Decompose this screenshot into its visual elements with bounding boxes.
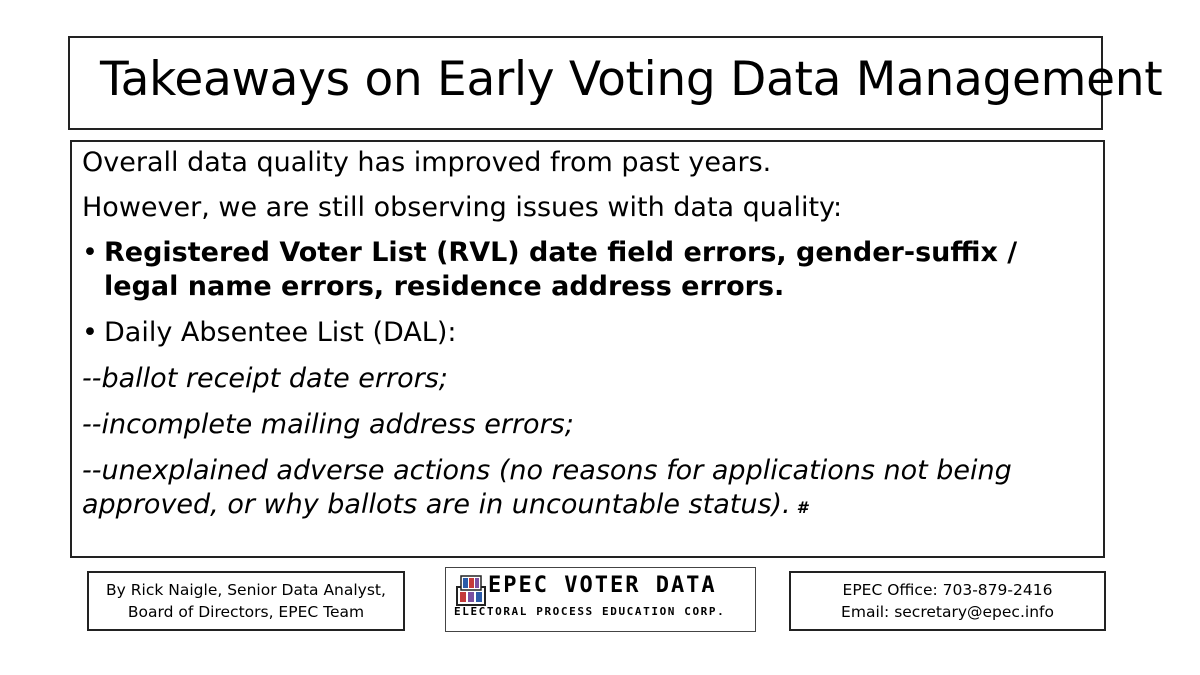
dal-item-receipt-date: --ballot receipt date errors;	[82, 363, 448, 394]
body-line-however: However, we are still observing issues with data quality:	[82, 192, 843, 223]
bullet-glyph: •	[82, 317, 98, 348]
epec-logo	[445, 567, 756, 632]
bullet-glyph: •	[82, 237, 98, 268]
dal-item-adverse-actions-text: approved, or why ballots are in uncountable status).	[82, 489, 791, 520]
author-line-1: By Rick Naigle, Senior Data Analyst,	[106, 581, 386, 599]
contact-box	[789, 571, 1106, 631]
ballot-box-icon	[454, 573, 488, 607]
contact-email: Email: secretary@epec.info	[841, 603, 1054, 621]
body-line-overall: Overall data quality has improved from past years.	[82, 147, 772, 178]
content-box	[70, 140, 1105, 558]
title-box	[68, 36, 1163, 130]
slide-title: Takeaways on Early Voting Data Management	[100, 52, 1163, 107]
contact-phone: EPEC Office: 703-879-2416	[842, 581, 1053, 599]
bullet-dal: Daily Absentee List (DAL):	[104, 317, 457, 348]
logo-name: EPEC VOTER DATA	[488, 573, 717, 598]
author-line-2: Board of Directors, EPEC Team	[127, 603, 365, 621]
bullet-rvl-errors: Registered Voter List (RVL) date field errors, gender-suffix / legal name errors, residence address errors.	[104, 237, 1018, 302]
dal-item-mailing-address: --incomplete mailing address errors;	[82, 409, 574, 440]
dal-item-adverse-actions-line1: --unexplained adverse actions (no reasons for applications not being	[82, 455, 1012, 486]
author-box	[87, 571, 405, 631]
dal-item-adverse-actions-line2	[82, 488, 808, 525]
logo-subtitle: ELECTORAL PROCESS EDUCATION CORP.	[454, 605, 726, 618]
end-mark: #	[796, 498, 808, 517]
